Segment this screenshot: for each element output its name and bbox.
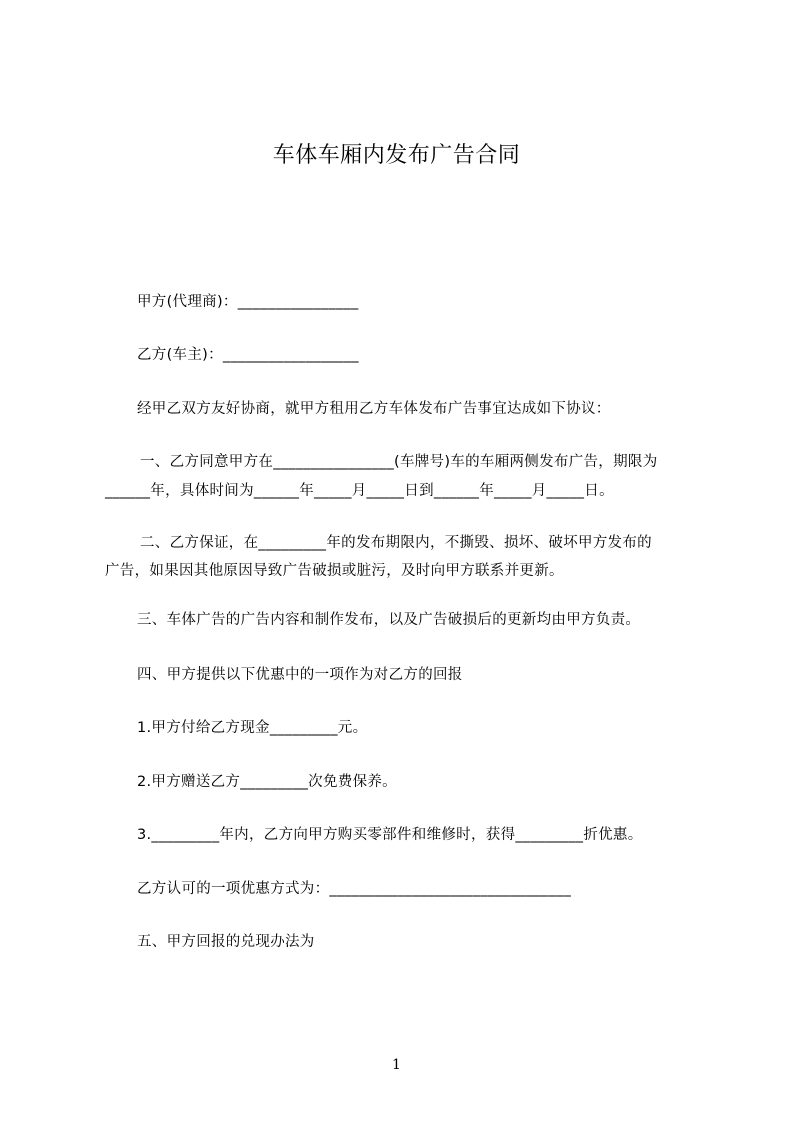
clause-5-line: 五、甲方回报的兑现办法为 [137,934,315,950]
clause-2-line-2: 广告，如果因其他原因导致广告破损或脏污，及时向甲方联系并更新。 [105,563,564,579]
document-title: 车体车厢内发布广告合同 [272,143,521,168]
clause-1-line-2: ______年，具体时间为______年_____月_____日到______年_____月_____日。 [105,483,614,499]
clause-3-line: 三、车体广告的广告内容和制作发布，以及广告破损后的更新均由甲方负责。 [137,612,641,628]
clause-4-line: 四、甲方提供以下优惠中的一项作为对乙方的回报 [137,667,463,683]
page-number: 1 [392,1057,401,1073]
option-1-line: 1.甲方付给乙方现金_________元。 [137,720,368,736]
option-2-line: 2.甲方赠送乙方_________次免费保养。 [137,774,397,790]
clause-2-line-1: 二、乙方保证，在_________年的发布期限内，不撕毁、损坏、破坏甲方发布的 [140,535,652,551]
party-a-line: 甲方(代理商)：________________ [137,294,359,310]
chosen-option-line: 乙方认可的一项优惠方式为：________________________________ [137,881,571,897]
option-3-line: 3._________年内，乙方向甲方购买零部件和维修时，获得_________折优惠。 [137,827,643,843]
preamble-line: 经甲乙双方友好协商，就甲方租用乙方车体发布广告事宜达成如下协议： [137,401,611,417]
party-b-line: 乙方(车主)：__________________ [137,347,359,363]
clause-1-line-1: 一、乙方同意甲方在________________(车牌号)车的车厢两侧发布广告，期限为 [140,454,658,470]
